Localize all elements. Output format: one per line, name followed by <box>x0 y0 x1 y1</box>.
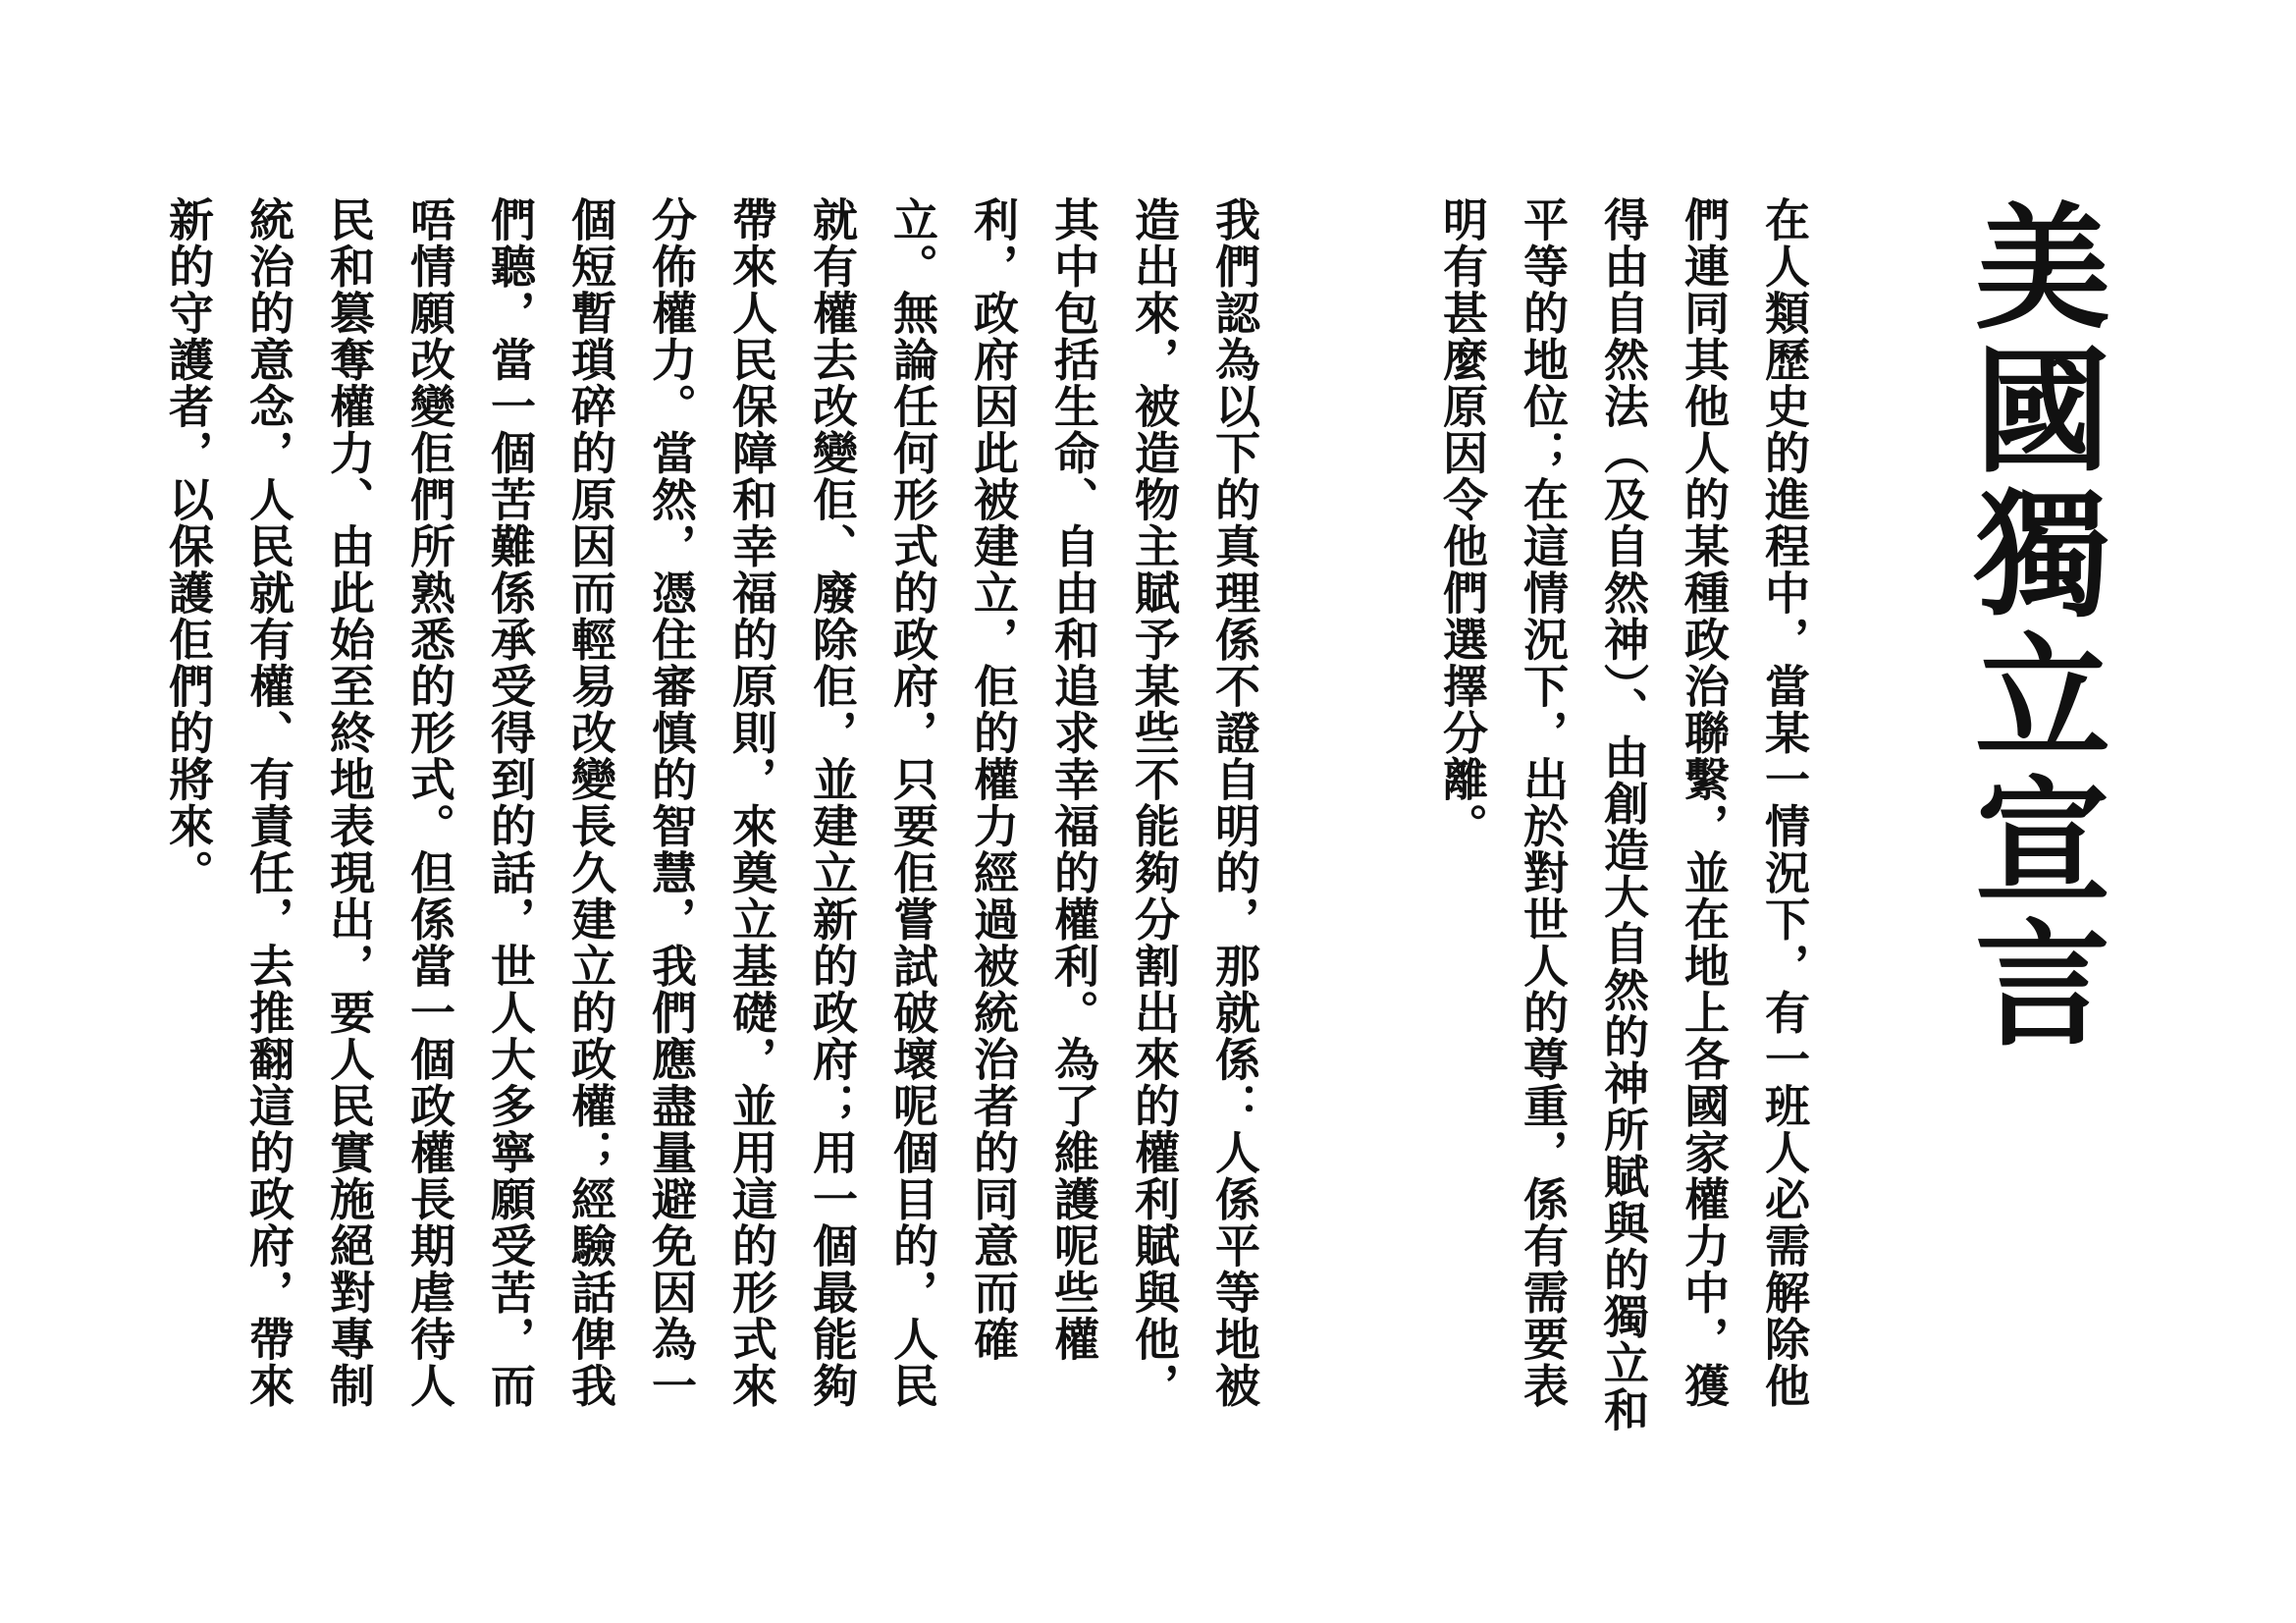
paragraph-preamble: 在人類歷史的進程中，當某一情況下，有一班人必需解除他們連同其他人的某種政治聯繫，並在地上各國家權力中，獲得由自然法（及自然神）、由創造大自然的神所賦與的獨立和平等的地位；在這情況下，出於對世人的尊重，係有需要表明有甚麼原因令他們選擇分離。 <box>1436 196 1811 1434</box>
paragraph-rights: 我們認為以下的真理係不證自明的，那就係：人係平等地被造出來，被造物主賦予某些不能夠分割出來的權利賦與他，其中包括生命、自由和追求幸福的權利。為了維護呢些權利，政府因此被建立，佢的權力經過被統治者的同意而確立。無論任何形式的政府，只要佢嘗試破壞呢個目的，人民就有權去改變佢、廢除佢，並建立新的政府；用一個最能夠帶來人民保障和幸福的原則，來奠立基礎，並用這的形式來分佈權力。當然，憑住審慎的智慧，我們應盡量避免因為一個短暫瑣碎的原因而輕易改變長久建立的政權；經驗話俾我們聽，當一個苦難係承受得到的話，世人大多寧願受苦，而唔情願改變佢們所熟悉的形式。但係當一個政權長期虐待人民和篡奪權力、由此始至終地表現出，要人民實施絕對專制統治的意念，人民就有權、有責任，去推翻這的政府，帶來新的守護者，以保護佢們的將來。 <box>162 196 1261 1409</box>
document-title: 美國獨立宣言 <box>1952 196 2112 1056</box>
